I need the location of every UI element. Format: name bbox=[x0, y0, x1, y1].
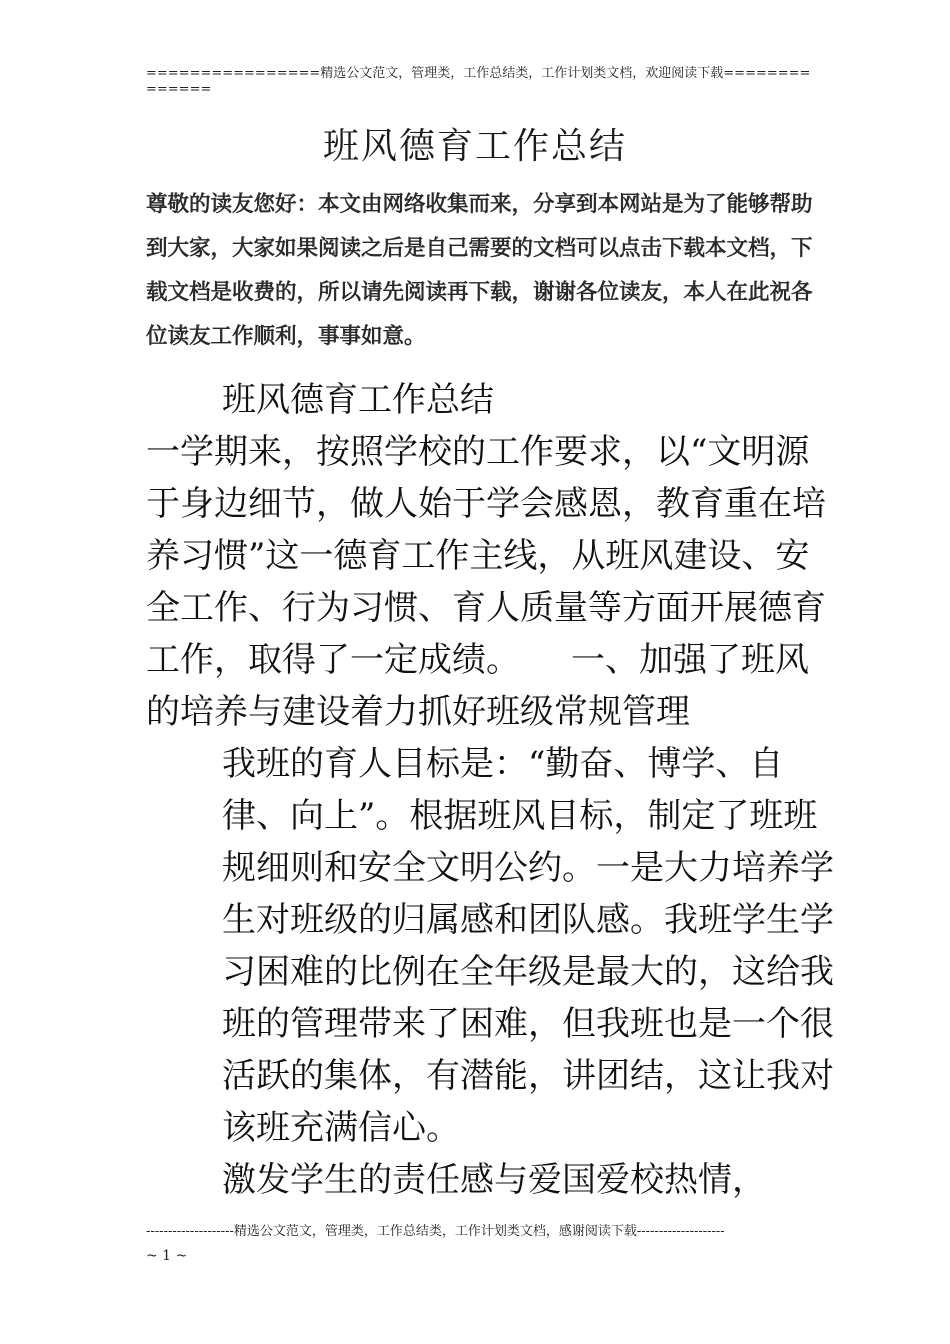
page-header: ================精选公文范文，管理类，工作总结类，工作计划类文档，欢迎阅读下载============== bbox=[146, 66, 811, 97]
page-number: ~ 1 ~ bbox=[146, 1248, 188, 1264]
document-title: 班风德育工作总结 bbox=[322, 126, 627, 167]
document-body bbox=[146, 374, 836, 1206]
body-paragraph-3: 激发学生的责任感与爱国爱校热情， bbox=[222, 1160, 766, 1200]
reader-notice: 尊敬的读友您好：本文由网络收集而来，分享到本网站是为了能够帮助到大家，大家如果阅读之后是自己需要的文档可以点击下载本文档，下载文档是收费的，所以请先阅读再下载，谢谢各位读友，本人在此祝各位读友工作顺利，事事如意。 bbox=[146, 192, 813, 349]
body-paragraph-1: 一学期来，按照学校的工作要求，以“文明源于身边细节，做人始于学会感恩，教育重在培养习惯”这一德育工作主线，从班风建设、安全工作、行为习惯、育人质量等方面开展德育工作，取得了一定成绩。 一、加强了班风的培养与建设着力抓好班级常规管理 bbox=[146, 432, 826, 732]
body-subtitle: 班风德育工作总结 bbox=[222, 380, 494, 420]
body-paragraph-2: 我班的育人目标是：“勤奋、博学、自律、向上”。根据班风目标，制定了班班规细则和安全文明公约。一是大力培养学生对班级的归属感和团队感。我班学生学习困难的比例在全年级是最大的，这给我班的管理带来了困难，但我班也是一个很活跃的集体，有潜能，讲团结，这让我对该班充满信心。 bbox=[222, 744, 834, 1148]
page-footer: --------------------精选公文范文，管理类，工作总结类，工作计划类文档，感谢阅读下载-------------------- bbox=[146, 1224, 725, 1239]
